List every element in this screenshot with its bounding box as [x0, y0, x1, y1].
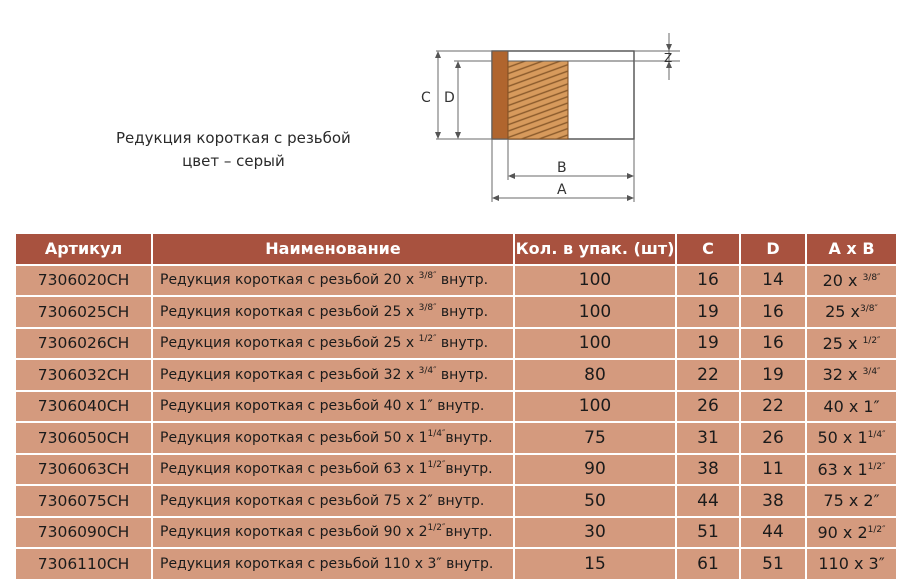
cell-qty: 100 [514, 328, 676, 360]
name-fraction: 1/4″ [427, 428, 446, 439]
cell-c: 44 [676, 485, 740, 517]
product-color: цвет – серый [182, 152, 285, 170]
cell-axb: 50 х $1^{1/4''}$ [806, 422, 897, 454]
cell-axb: 25 х $^{1/2''}$ [806, 328, 897, 360]
cell-name: Редукция короткая с резьбой 25 х $^{1/2''}$ внутр. [152, 328, 514, 360]
table-row [15, 359, 897, 391]
name-fraction: 3/8″ [418, 302, 437, 313]
cell-axb: 75 х 2″ [806, 485, 897, 517]
cell-name: Редукция короткая с резьбой 75 х 2″ внутр. [152, 485, 514, 517]
cell-qty: 15 [514, 548, 676, 580]
name-fraction: 1/2″ [427, 523, 446, 534]
cell-qty: 100 [514, 296, 676, 328]
product-caption [116, 127, 351, 173]
name-fraction: 1/2″ [427, 460, 446, 471]
cell-article: 7306032CH [15, 359, 152, 391]
table-row [15, 454, 897, 486]
cell-c: 16 [676, 265, 740, 297]
header-d: D [740, 233, 806, 265]
axb-fraction: 1/2″ [867, 461, 886, 472]
cell-c: 26 [676, 391, 740, 423]
table-row [15, 517, 897, 549]
cell-d: 22 [740, 391, 806, 423]
table-row [15, 422, 897, 454]
name-fraction: 3/4″ [418, 365, 437, 376]
cell-c: 22 [676, 359, 740, 391]
cell-c: 38 [676, 454, 740, 486]
label-d: D [444, 90, 455, 106]
table-row [15, 296, 897, 328]
header-article: Артикул [15, 233, 152, 265]
axb-fraction: 1/2″ [867, 524, 886, 535]
cell-d: 51 [740, 548, 806, 580]
header-name: Наименование [152, 233, 514, 265]
cell-axb: 90 х $2^{1/2''}$ [806, 517, 897, 549]
cell-d: 16 [740, 296, 806, 328]
label-b: B [557, 160, 567, 176]
cell-axb: 63 х $1^{1/2''}$ [806, 454, 897, 486]
cell-name: Редукция короткая с резьбой 25 х $^{3/8''}$ внутр. [152, 296, 514, 328]
cell-axb: 110 х 3″ [806, 548, 897, 580]
cell-name: Редукция короткая с резьбой 20 х $^{3/8''}$ внутр. [152, 265, 514, 297]
label-a: A [557, 182, 567, 198]
cell-article: 7306026CH [15, 328, 152, 360]
cell-c: 19 [676, 296, 740, 328]
cell-d: 38 [740, 485, 806, 517]
cell-d: 44 [740, 517, 806, 549]
fitting-wall [492, 51, 508, 139]
cell-article: 7306110CH [15, 548, 152, 580]
axb-fraction: 3/8″ [862, 272, 881, 283]
table-row [15, 391, 897, 423]
cell-axb: 40 х 1″ [806, 391, 897, 423]
table-header-row [15, 233, 897, 265]
cell-article: 7306050CH [15, 422, 152, 454]
product-table [14, 232, 898, 581]
cell-qty: 30 [514, 517, 676, 549]
cell-name: Редукция короткая с резьбой 63 х $1^{1/2''}внутр$. [152, 454, 514, 486]
cell-axb: 25 $х^{3/8''}$ [806, 296, 897, 328]
cell-name: Редукция короткая с резьбой 90 х $2^{1/2''}внутр$. [152, 517, 514, 549]
table-row [15, 485, 897, 517]
fitting-drawing [0, 0, 910, 230]
cell-article: 7306090CH [15, 517, 152, 549]
cell-c: 51 [676, 517, 740, 549]
table-row [15, 548, 897, 580]
cell-d: 16 [740, 328, 806, 360]
cell-qty: 100 [514, 265, 676, 297]
table-row [15, 328, 897, 360]
cell-d: 14 [740, 265, 806, 297]
axb-fraction: 3/4″ [862, 367, 881, 378]
cell-qty: 90 [514, 454, 676, 486]
axb-fraction: 3/8″ [860, 304, 878, 315]
header-axb: A x B [806, 233, 897, 265]
name-fraction: 1/2″ [418, 334, 437, 345]
cell-c: 19 [676, 328, 740, 360]
cell-c: 31 [676, 422, 740, 454]
cell-article: 7306025CH [15, 296, 152, 328]
cell-article: 7306075CH [15, 485, 152, 517]
cell-axb: 20 х $^{3/8''}$ [806, 265, 897, 297]
cell-d: 26 [740, 422, 806, 454]
cell-article: 7306063CH [15, 454, 152, 486]
cell-d: 19 [740, 359, 806, 391]
cell-qty: 100 [514, 391, 676, 423]
header-c: C [676, 233, 740, 265]
table-row [15, 265, 897, 297]
cell-qty: 80 [514, 359, 676, 391]
cell-qty: 75 [514, 422, 676, 454]
cell-c: 61 [676, 548, 740, 580]
cell-name: Редукция короткая с резьбой 50 х $1^{1/4''}внутр$. [152, 422, 514, 454]
cell-name: Редукция короткая с резьбой 110 х 3″ внутр. [152, 548, 514, 580]
axb-fraction: 1/4″ [867, 430, 886, 441]
cell-qty: 50 [514, 485, 676, 517]
product-title: Редукция короткая с резьбой [116, 129, 351, 147]
axb-fraction: 1/2″ [862, 335, 881, 346]
cell-name: Редукция короткая с резьбой 32 х $^{3/4''}$ внутр. [152, 359, 514, 391]
cell-article: 7306040CH [15, 391, 152, 423]
cell-d: 11 [740, 454, 806, 486]
label-c: C [421, 90, 431, 106]
cell-article: 7306020CH [15, 265, 152, 297]
name-fraction: 3/8″ [418, 271, 437, 282]
label-z: Z [664, 51, 673, 65]
cell-name: Редукция короткая с резьбой 40 х 1″ внутр. [152, 391, 514, 423]
cell-axb: 32 х $^{3/4''}$ [806, 359, 897, 391]
header-qty: Кол. в упак. (шт) [514, 233, 676, 265]
